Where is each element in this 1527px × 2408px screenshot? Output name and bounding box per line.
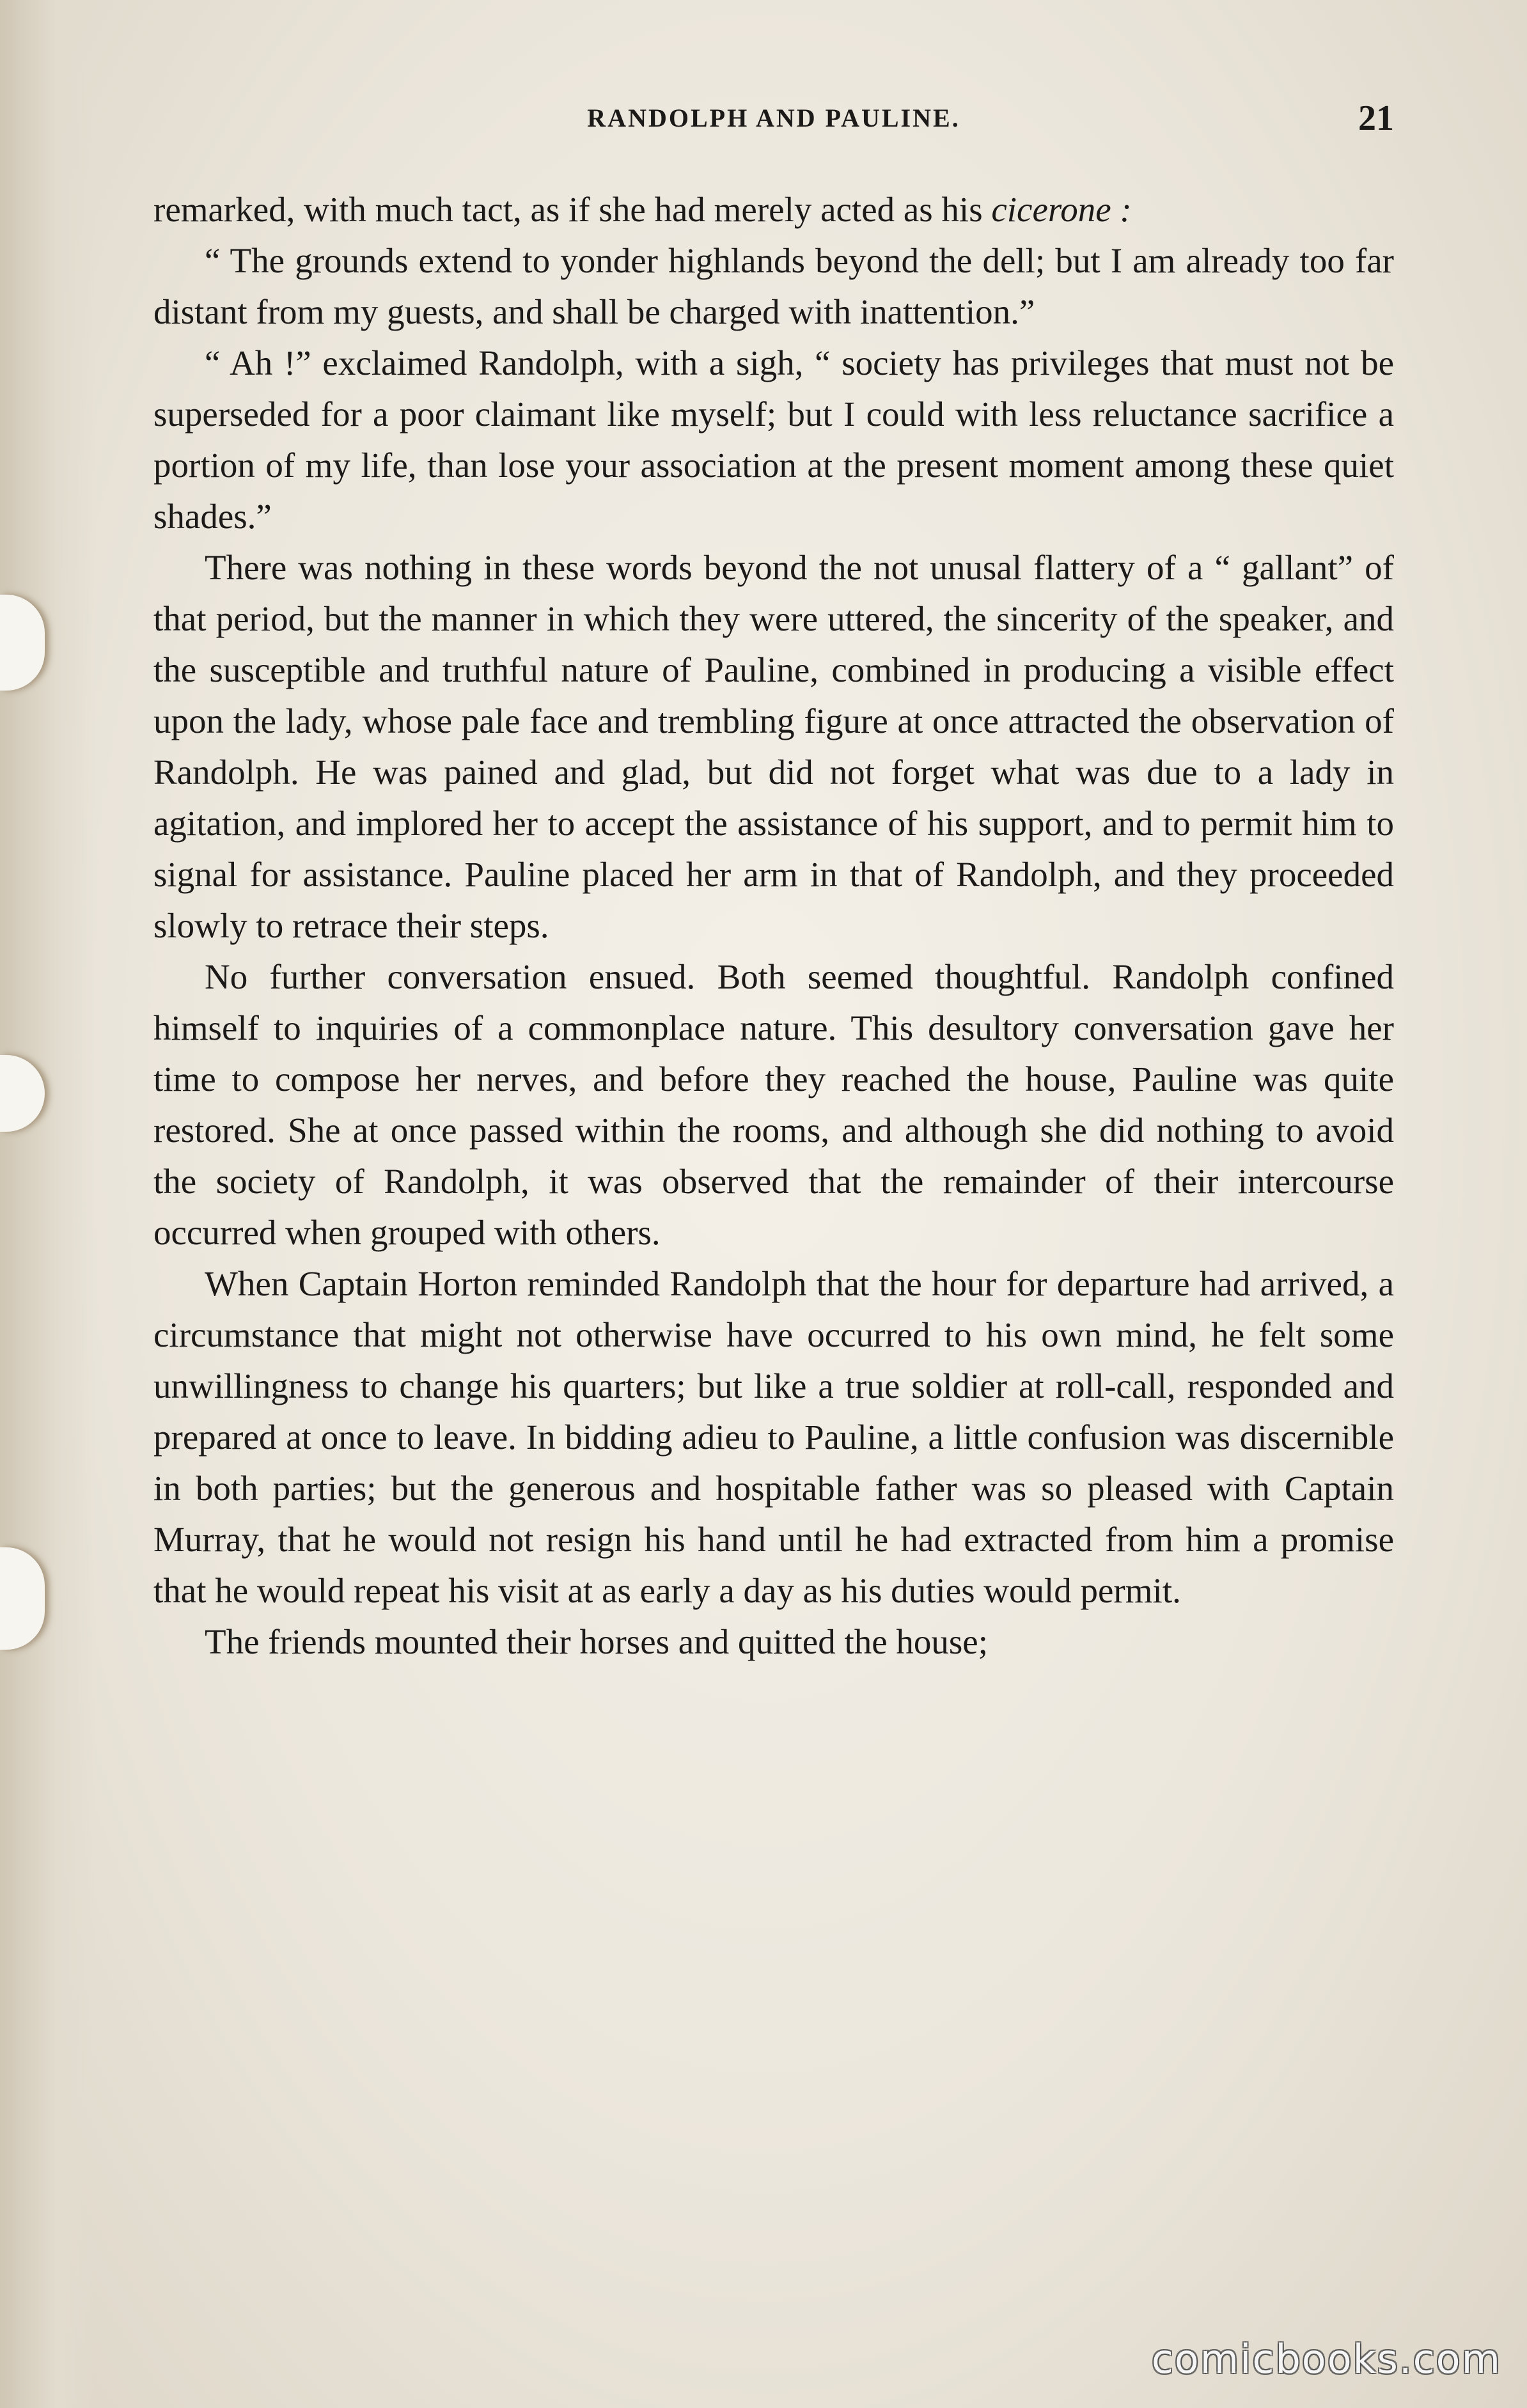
running-head: RANDOLPH AND PAULINE. xyxy=(587,104,960,132)
paragraph-continued xyxy=(153,184,1394,235)
paragraph: The friends mounted their horses and quitted the house; xyxy=(205,1622,988,1661)
italic-word: cicerone : xyxy=(991,190,1132,229)
paragraph-text: remarked, with much tact, as if she had merely acted as his xyxy=(153,190,983,229)
page-number: 21 xyxy=(1358,98,1394,138)
paragraph: There was nothing in these words beyond the not unusal flattery of a “ gallant” of that period, but the manner in which they were uttered, the sincerity of the speaker, and the susceptible and truthful nature of Pauline, combined in producing a visible effect upon the lady, whose pale face and trembling figure at once attracted the observation of Randolph. He was pained and glad, but did not forget what was due to a lady in agitation, and implored her to accept the assistance of his support, and to permit him to signal for assistance. Pauline placed her arm in that of Randolph, and they proceeded slowly to retrace their steps. xyxy=(153,548,1394,945)
page-header xyxy=(153,90,1394,147)
watermark: comicbooks.com xyxy=(1151,2336,1501,2382)
body-text xyxy=(153,184,1394,1668)
binding-edge xyxy=(0,0,96,2408)
paragraph: No further conversation ensued. Both seemed thoughtful. Randolph confined himself to inquiries of a commonplace nature. This desultory conversation gave her time to compose her nerves, and before they reached the house, Pauline was quite restored. She at once passed within the rooms, and although she did nothing to avoid the society of Randolph, it was observed that the remainder of their intercourse occurred when grouped with others. xyxy=(153,957,1394,1252)
paragraph: “ The grounds extend to yonder highlands beyond the dell; but I am already too far distant from my guests, and shall be charged with inattention.” xyxy=(153,241,1394,331)
paragraph: “ Ah !” exclaimed Randolph, with a sigh, “ society has privileges that must not be superseded for a poor claimant like myself; but I could with less reluctance sacrifice a portion of my life, than lose your association at the present moment among these quiet shades.” xyxy=(153,343,1394,536)
paragraph: When Captain Horton reminded Randolph that the hour for departure had arrived, a circumstance that might not otherwise have occurred to his own mind, he felt some unwillingness to change his quarters; but like a true soldier at roll-call, responded and prepared at once to leave. In bidding adieu to Pauline, a little confusion was discernible in both parties; but the generous and hospitable father was so pleased with Captain Murray, that he would not resign his hand until he had extracted from him a promise that he would repeat his visit at as early a day as his duties would permit. xyxy=(153,1264,1394,1610)
